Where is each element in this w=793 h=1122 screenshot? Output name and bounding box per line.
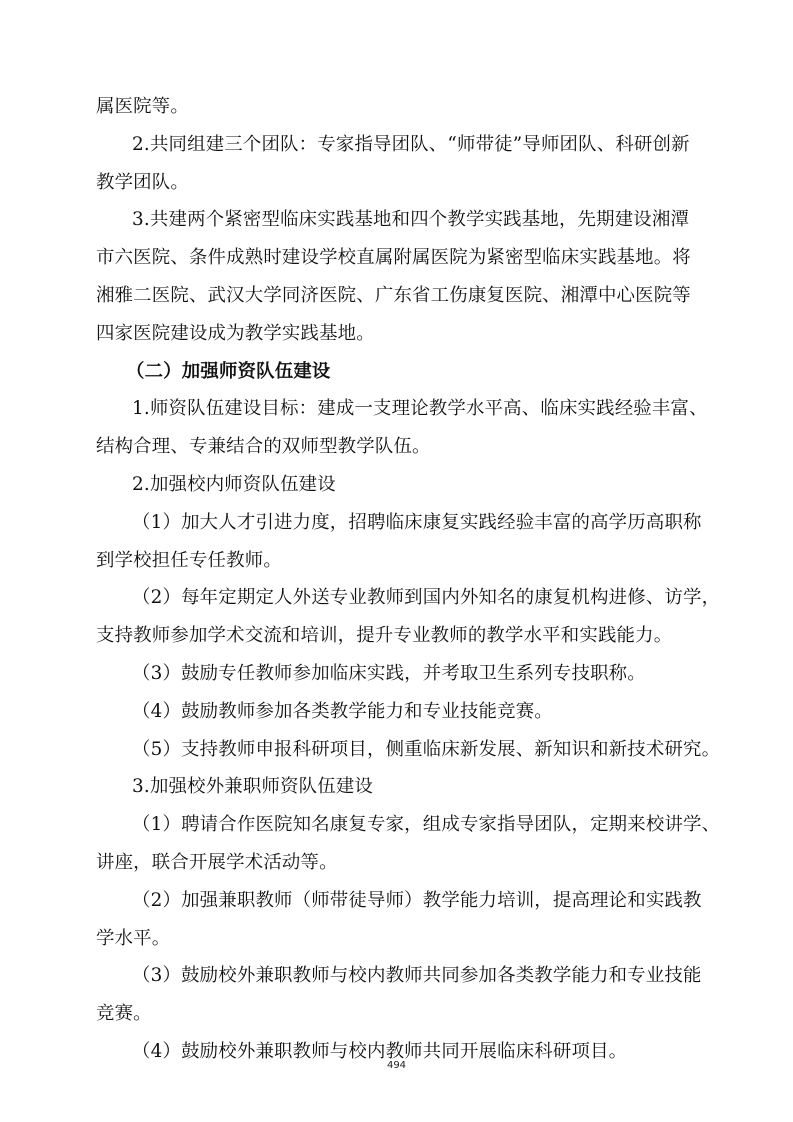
document-body bbox=[96, 88, 721, 1071]
text-line: （2）每年定期定人外送专业教师到国内外知名的康复机构进修、访学， bbox=[132, 587, 721, 609]
text-line: （4）鼓励校外兼职教师与校内教师共同开展临床科研项目。 bbox=[132, 1040, 628, 1062]
text-line: （1）加大人才引进力度，招聘临床康复实践经验丰富的高学历高职称 bbox=[132, 511, 702, 533]
text-line: 四家医院建设成为教学实践基地。 bbox=[96, 322, 375, 344]
text-line: （3）鼓励校外兼职教师与校内教师共同参加各类教学能力和专业技能 bbox=[132, 965, 702, 987]
text-line: （4）鼓励教师参加各类教学能力和专业技能竞赛。 bbox=[132, 700, 553, 722]
text-line: 属医院等。 bbox=[96, 96, 189, 117]
page-number: 494 bbox=[386, 1060, 407, 1071]
text-line: 学水平。 bbox=[96, 927, 171, 949]
text-line: （2）加强兼职教师（师带徒导师）教学能力培训，提高理论和实践教 bbox=[132, 889, 702, 911]
text-line: 教学团队。 bbox=[96, 171, 189, 193]
text-line: （5）支持教师申报科研项目，侧重临床新发展、新知识和新技术研究。 bbox=[132, 738, 721, 760]
text-line: 到学校担任专任教师。 bbox=[96, 549, 282, 571]
text-line: 讲座，联合开展学术活动等。 bbox=[96, 851, 338, 873]
text-line: 1.师资队伍建设目标：建成一支理论教学水平高、临床实践经验丰富、 bbox=[132, 398, 708, 420]
text-line: 支持教师参加学术交流和培训，提升专业教师的教学水平和实践能力。 bbox=[96, 625, 673, 647]
subheading-line: 2.加强校内师资队伍建设 bbox=[132, 473, 336, 495]
text-line: 2.共同组建三个团队：专家指导团队、“师带徒”导师团队、科研创新 bbox=[132, 133, 690, 155]
text-line: 竞赛。 bbox=[96, 1003, 152, 1025]
section-heading: （二）加强师资队伍建设 bbox=[126, 360, 331, 382]
text-line: 结构合理、专兼结合的双师型教学队伍。 bbox=[96, 436, 431, 458]
text-line: 湘雅二医院、武汉大学同济医院、广东省工伤康复医院、湘潭中心医院等 bbox=[96, 284, 691, 306]
text-line: 市六医院、条件成熟时建设学校直属附属医院为紧密型临床实践基地。将 bbox=[96, 247, 691, 269]
text-line: （3）鼓励专任教师参加临床实践，并考取卫生系列专技职称。 bbox=[132, 662, 646, 684]
text-line: （1）聘请合作医院知名康复专家，组成专家指导团队，定期来校讲学、 bbox=[132, 814, 721, 836]
text-line: 3.共建两个紧密型临床实践基地和四个教学实践基地，先期建设湘潭 bbox=[132, 209, 690, 231]
subheading-line: 3.加强校外兼职师资队伍建设 bbox=[132, 776, 374, 798]
